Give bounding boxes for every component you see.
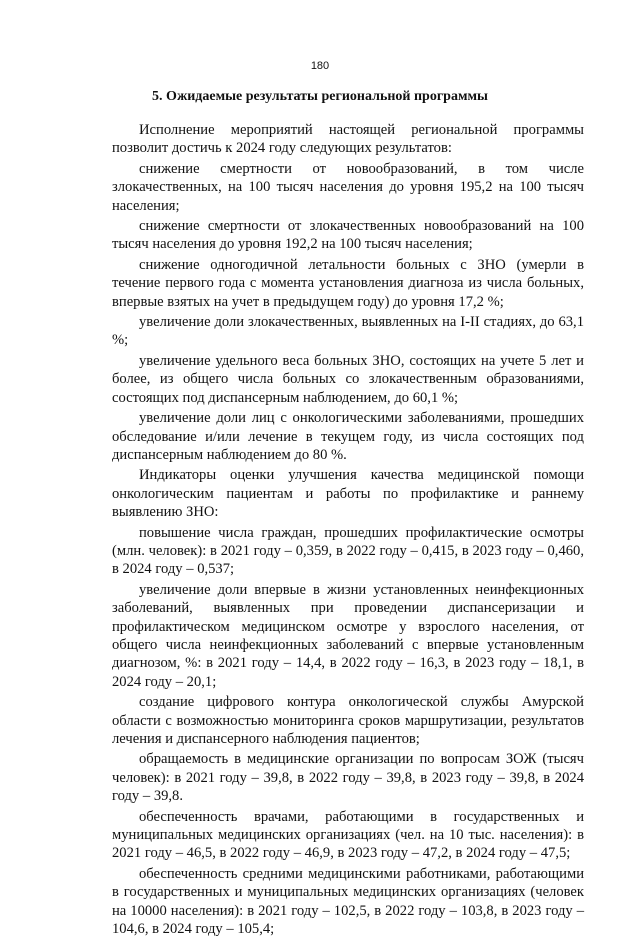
paragraph: увеличение удельного веса больных ЗНО, состоящих на учете 5 лет и более, из общего числа больных со злокачественным образованиями, состоящих под диспансерным наблюдением, до 60,1 %; xyxy=(112,352,584,406)
paragraph: Индикаторы оценки улучшения качества медицинской помощи онкологическим пациентам и работы по профилактике и раннему выявлению ЗНО: xyxy=(112,467,584,521)
paragraph: обеспеченность врачами, работающими в государственных и муниципальных медицинских организациях (чел. на 10 тыс. населения): в 2021 году – 46,5, в 2022 году – 46,9, в 2023 году – 47,2, в 2024 году – 47,5; xyxy=(112,808,584,862)
paragraph: снижение смертности от новообразований, в том числе злокачественных, на 100 тысяч населения до уровня 195,2 на 100 тысяч населения; xyxy=(112,160,584,214)
paragraph: увеличение доли злокачественных, выявленных на I-II стадиях, до 63,1 %; xyxy=(112,314,584,349)
paragraph: увеличение доли впервые в жизни установленных неинфекционных заболеваний, выявленных при проведении диспансеризации и профилактическом медицинском осмотре у взрослого населения, от общего числа неинфекционных заболеваний с впервые установленным диагнозом, %: в 2021 году – 14,4, в 2022 году – 16,3, в 2023 году – 18,1, в 2024 году – 20,1; xyxy=(112,581,584,690)
paragraph: обеспеченность средними медицинскими работниками, работающими в государственных и муниципальных медицинских организациях (человек на 10000 населения): в 2021 году – 102,5, в 2022 году – 103,8, в 2023 году – 104,6, в 2024 году – 105,4; xyxy=(112,865,584,938)
paragraph: снижение смертности от злокачественных новообразований на 100 тысяч населения до уровня 192,2 на 100 тысяч населения; xyxy=(112,218,584,253)
paragraph: снижение одногодичной летальности больных с ЗНО (умерли в течение первого года с момента установления диагноза из числа больных, впервые взятых на учет в предыдущем году) до уровня 17,2 %; xyxy=(112,256,584,310)
paragraph: увеличение доли лиц с онкологическими заболеваниями, прошедших обследование и/или лечение в текущем году, из числа состоящих под диспансерным наблюдением до 80 %. xyxy=(112,410,584,463)
page-number: 180 xyxy=(310,60,330,72)
paragraph: повышение числа граждан, прошедших профилактические осмотры (млн. человек): в 2021 году – 0,359, в 2022 году – 0,415, в 2023 году – 0,460, в 2024 году – 0,537; xyxy=(112,524,584,578)
document-body xyxy=(112,121,584,940)
paragraph: создание цифрового контура онкологической службы Амурской области с возможностью мониторинга сроков маршрутизации, результатов лечения и диспансерного наблюдения пациентов; xyxy=(112,694,584,747)
section-heading: 5. Ожидаемые результаты региональной программы xyxy=(152,89,488,104)
paragraph: Исполнение мероприятий настоящей региональной программы позволит достичь к 2024 году следующих результатов: xyxy=(112,122,584,157)
paragraph: обращаемость в медицинские организации по вопросам ЗОЖ (тысяч человек): в 2021 году – 39,8, в 2022 году – 39,8, в 2023 году – 39,8, в 2024 году – 39,8. xyxy=(112,751,584,805)
